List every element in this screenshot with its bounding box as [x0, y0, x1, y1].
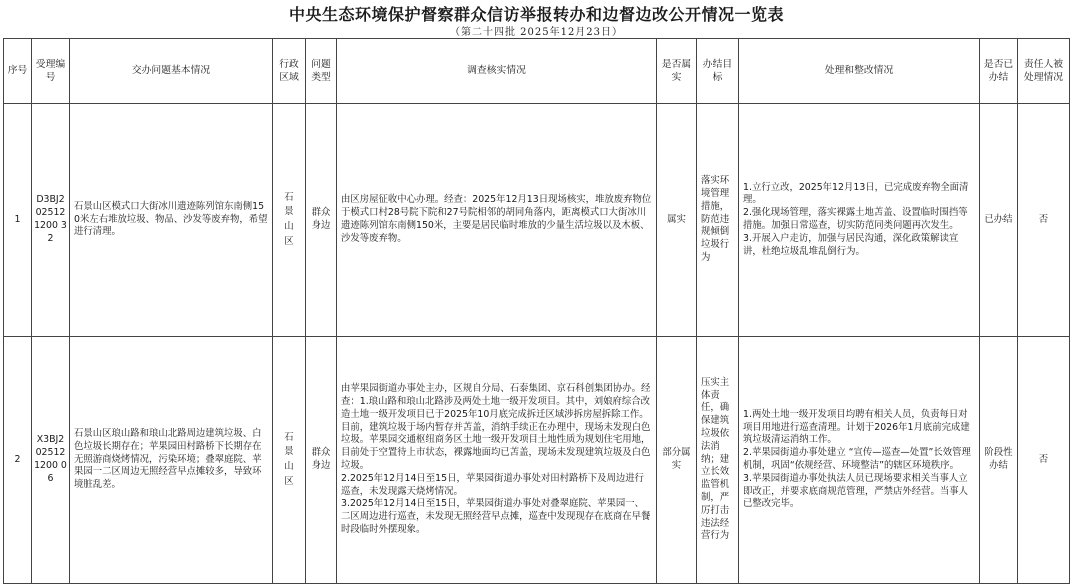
cell-investigation: 由区房屋征收中心办理。经查：2025年12月13日现场核实，堆放废弃物位于模式口村28号院下院和27号院相邻的胡同角落内，距离模式口大街冰川遗迹陈列馆东南侧150米，主要是居民临时堆放的少量生活垃圾以及木板、沙发等废弃物。: [337, 104, 657, 337]
handling-item: 1.两处土地一级开发项目均聘有相关人员，负责每日对项目用地进行巡查清理。计划于2026年1月底前完成建筑垃圾清运消纳工作。: [743, 408, 970, 446]
investigation-item: 2.2025年12月14日至15日，苹果园街道办事处对田村路桥下及周边进行巡查，未发现露天烧烤情况。: [341, 472, 644, 497]
investigation-item: 由苹果园街道办事处主办，区规自分局、石泰集团、京石科创集团协办。经查：1.琅山路和琅山北路涉及两处土地一级开发项目。其中，刘娘府综合改造土地一级开发项目已于2025年10月底完成拆迁区域涉拆房屋拆除工作。目前，建筑垃圾于场内暂存并苫盖，消纳手续正在办理中，现场未发现白色垃圾。苹果园交通枢纽商务区土地一级开发项目土地性质为规划住宅用地，目前处于空置待上市状态，裸露地面均已苫盖，现场未发现建筑垃圾及白色垃圾。: [341, 383, 651, 471]
cell-handling: [739, 337, 980, 584]
handling-item: 2.苹果园街道办事处建立 “宣传—巡查—处置”长效管理机制，巩固“依规经营、环境整洁”的辖区环境秩序。: [743, 447, 971, 471]
header-region: 行政区域: [273, 39, 306, 104]
cell-investigation: [337, 337, 657, 584]
header-issue: 交办问题基本情况: [70, 39, 273, 104]
header-row: [4, 39, 1070, 104]
cell-goal: 压实主体责任，确保建筑垃圾依法消纳；建立长效监管机制，严厉打击违法经营行为: [697, 337, 739, 584]
cell-id: X3BJ2025121200 06: [32, 337, 70, 584]
cell-seq: 1: [4, 104, 32, 337]
header-closed: 是否已办结: [980, 39, 1018, 104]
page-title: 中央生态环境保护督察群众信访举报转办和边督边改公开情况一览表: [288, 5, 784, 24]
header-goal: 办结目标: [697, 39, 739, 104]
table-row: [4, 337, 1070, 584]
header-type: 问题类型: [306, 39, 337, 104]
handling-item: 3.开展入户走访，加强与居民沟通，深化政策解读宣讲，杜绝垃圾乱堆乱倒行为。: [743, 232, 959, 257]
report-table: [3, 38, 1070, 584]
handling-item: 1.立行立改，2025年12月13日，已完成废弃物全面清理。: [743, 181, 969, 206]
cell-issue: 石景山区琅山路和琅山北路周边建筑垃圾、白色垃圾长期存在；苹果园田村路桥下长期存在无照游商烧烤情况，污染环境；叠翠庭院、苹果园一二区周边无照经营早点摊较多，导致环境脏乱差。: [70, 337, 273, 584]
investigation-item: 3.2025年12月14日至15日，苹果园街道办事处对叠翠庭院、苹果园一、二区周边进行巡查，未发现无照经营早点摊，巡查中发现现存在底商在早餐时段临时外摆现象。: [341, 498, 651, 535]
cell-goal: 落实环境管理措施，防范违规倾倒垃圾行为: [697, 104, 739, 337]
cell-valid: 属实: [657, 104, 697, 337]
cell-type: 群众身边: [306, 337, 337, 584]
cell-accountability: 否: [1018, 104, 1070, 337]
cell-issue: 石景山区模式口大街冰川遗迹陈列馆东南侧150米左右堆放垃圾、物品、沙发等废弃物，希望进行清理。: [70, 104, 273, 337]
handling-item: 3.苹果园街道办事处执法人员已现场要求相关当事人立即改正，并要求底商规范管理，严禁店外经营。当事人已整改完毕。: [743, 472, 969, 510]
cell-id: D3BJ2025121200 32: [32, 104, 70, 337]
header-handling: 处理和整改情况: [739, 39, 980, 104]
cell-accountability: 否: [1018, 337, 1070, 584]
cell-valid: 部分属实: [657, 337, 697, 584]
handling-item: 2.强化现场管理，落实裸露土地苫盖、设置临时围挡等措施。加强日常巡查，切实防范同类问题再次发生。: [743, 207, 968, 231]
header-accountability: 责任人被处理情况: [1018, 39, 1070, 104]
header-valid: 是否属实: [657, 39, 697, 104]
cell-seq: 2: [4, 337, 32, 584]
cell-region: 石景山区: [273, 337, 306, 584]
cell-closed: 阶段性办结: [980, 337, 1018, 584]
cell-handling: [739, 104, 980, 337]
header-investigation: 调查核实情况: [337, 39, 657, 104]
cell-region: 石景山区: [273, 104, 306, 337]
cell-type: 群众身边: [306, 104, 337, 337]
table-row: [4, 104, 1070, 337]
cell-closed: 已办结: [980, 104, 1018, 337]
header-id: 受理编号: [32, 39, 70, 104]
header-seq: 序号: [4, 39, 32, 104]
page-subtitle: （第二十四批 2025年12月23日）: [449, 27, 624, 38]
